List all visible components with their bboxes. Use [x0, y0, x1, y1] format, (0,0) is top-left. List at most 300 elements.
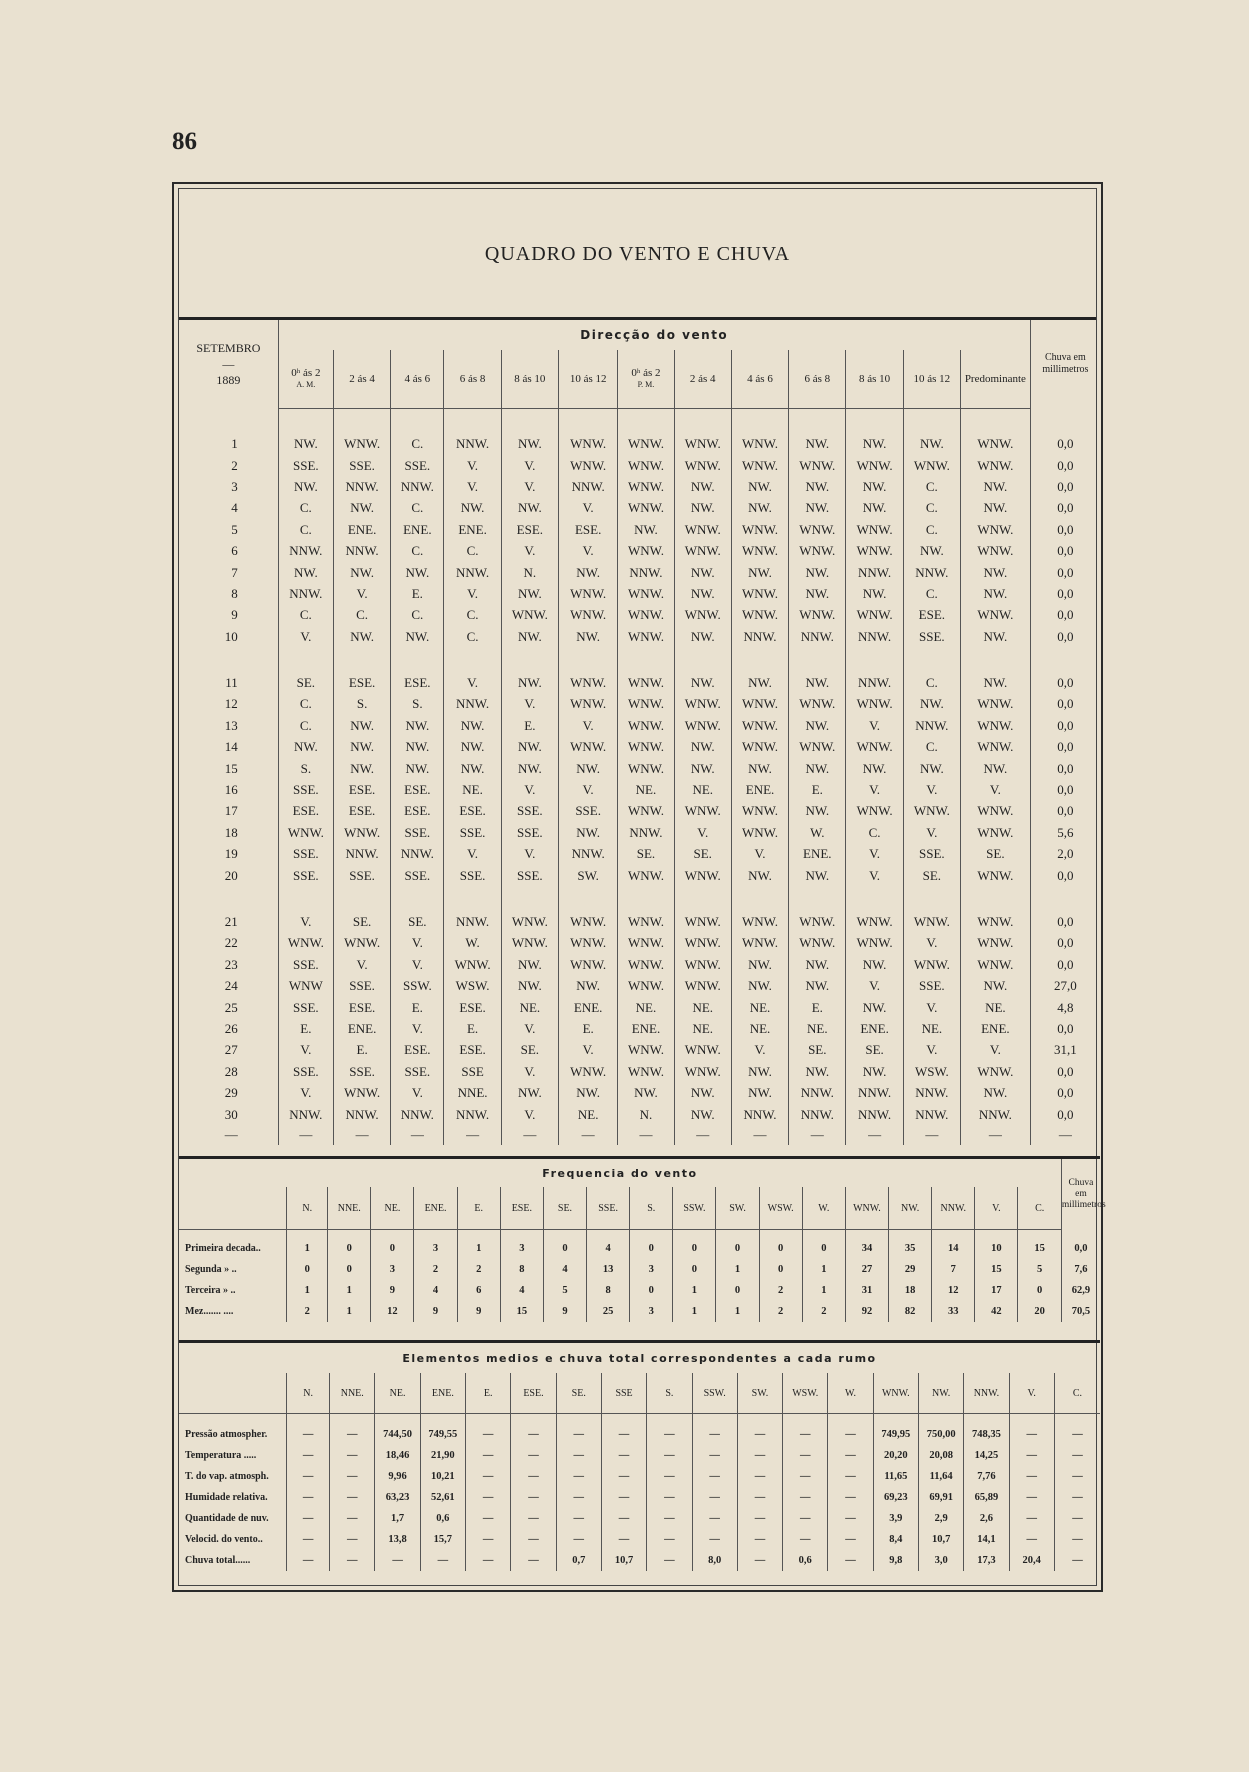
wind-cell: WNW. — [618, 911, 674, 932]
wind-cell: NW. — [674, 672, 731, 693]
frequency-rain-header: Chuva em millimetros — [1061, 1158, 1100, 1230]
wind-cell: NW. — [789, 476, 846, 497]
wind-cell: C. — [903, 737, 960, 758]
elements-column-header: V. — [1009, 1373, 1054, 1414]
direction-column-header — [846, 350, 903, 409]
gap-cell — [961, 647, 1031, 672]
element-cell: 14,25 — [964, 1445, 1009, 1466]
frequency-cell: 6 — [457, 1280, 500, 1301]
gap-cell — [391, 647, 444, 672]
wind-cell: C. — [903, 476, 960, 497]
wind-cell: NE. — [789, 1018, 846, 1039]
wind-cell: NNW. — [559, 476, 618, 497]
gap-cell — [559, 886, 618, 911]
day-cell: 13 — [179, 715, 278, 736]
row-label: Temperatura ..... — [179, 1445, 287, 1466]
row-label: T. do vap. atmosph. — [179, 1466, 287, 1487]
gap-cell — [278, 886, 333, 911]
gap-cell — [501, 409, 558, 434]
gap-cell — [333, 409, 390, 434]
table-row — [179, 801, 1100, 822]
dash-cell: — — [501, 1125, 558, 1145]
element-cell: — — [828, 1529, 873, 1550]
element-cell: — — [287, 1550, 330, 1571]
wind-cell: SSE. — [278, 844, 333, 865]
frequency-cell: 0 — [673, 1238, 716, 1259]
table-row — [179, 997, 1100, 1018]
wind-cell: NW. — [674, 1082, 731, 1103]
table-row — [179, 822, 1100, 843]
element-cell: — — [511, 1550, 556, 1571]
wind-cell: N. — [618, 1104, 674, 1125]
elements-column-header: NNE. — [330, 1373, 375, 1414]
wind-cell: NW. — [333, 626, 390, 647]
wind-cell: NE. — [961, 997, 1031, 1018]
wind-cell: V. — [731, 844, 788, 865]
rain-cell: 5,6 — [1030, 822, 1100, 843]
wind-cell: WNW. — [731, 933, 788, 954]
wind-cell: WNW. — [789, 737, 846, 758]
wind-cell: C. — [391, 605, 444, 626]
wind-cell: WNW. — [618, 605, 674, 626]
gap-cell — [961, 886, 1031, 911]
frequency-cell: 34 — [845, 1238, 888, 1259]
wind-cell: NW. — [391, 715, 444, 736]
wind-cell: NNW. — [444, 694, 501, 715]
wind-cell: NW. — [559, 975, 618, 996]
wind-cell: NW. — [501, 737, 558, 758]
frequency-cell: 5 — [1018, 1259, 1061, 1280]
wind-cell: V. — [559, 540, 618, 561]
rain-cell: 0,0 — [1030, 801, 1100, 822]
spacer-cell — [1061, 1230, 1100, 1238]
wind-cell: NW. — [846, 434, 903, 455]
wind-cell: WNW. — [846, 911, 903, 932]
page-number: 86 — [172, 128, 197, 155]
wind-cell: SSE. — [391, 865, 444, 886]
element-cell: — — [601, 1529, 646, 1550]
element-cell: — — [737, 1487, 782, 1508]
wind-cell: NW. — [501, 672, 558, 693]
elements-column-header: SE. — [556, 1373, 601, 1414]
element-cell: 3,0 — [918, 1550, 963, 1571]
spacer-cell — [330, 1414, 375, 1424]
rain-cell: 0,0 — [1030, 519, 1100, 540]
wind-cell: NW. — [846, 1061, 903, 1082]
element-cell: — — [556, 1487, 601, 1508]
wind-cell: NW. — [789, 954, 846, 975]
rain-cell: 0,0 — [1030, 1061, 1100, 1082]
wind-cell: NW. — [333, 715, 390, 736]
wind-cell: C. — [444, 626, 501, 647]
wind-cell: NNW. — [618, 822, 674, 843]
wind-cell: NW. — [789, 715, 846, 736]
wind-cell: SSE. — [278, 997, 333, 1018]
element-cell: — — [466, 1529, 511, 1550]
element-cell: 69,23 — [873, 1487, 918, 1508]
wind-cell: ENE. — [618, 1018, 674, 1039]
element-cell: — — [1054, 1508, 1100, 1529]
element-cell: 10,21 — [420, 1466, 465, 1487]
table-row — [179, 715, 1100, 736]
elements-column-header: NNW. — [964, 1373, 1009, 1414]
elements-column-header: W. — [828, 1373, 873, 1414]
frequency-cell: 1 — [328, 1301, 371, 1322]
wind-cell: WNW. — [618, 434, 674, 455]
spacer-cell — [601, 1414, 646, 1424]
wind-cell: WNW. — [674, 975, 731, 996]
wind-cell: NW. — [789, 498, 846, 519]
element-cell: — — [828, 1508, 873, 1529]
frequency-cell: 3 — [630, 1259, 673, 1280]
direction-column-header — [333, 350, 390, 409]
wind-cell: NW. — [333, 758, 390, 779]
element-cell: — — [287, 1487, 330, 1508]
wind-cell: C. — [391, 498, 444, 519]
wind-cell: WNW. — [731, 694, 788, 715]
wind-cell: NW. — [731, 954, 788, 975]
element-cell: 0,6 — [783, 1550, 828, 1571]
wind-cell: NW. — [333, 498, 390, 519]
wind-cell: NW. — [559, 822, 618, 843]
table-row — [179, 605, 1100, 626]
wind-cell: NW. — [789, 758, 846, 779]
frequency-cell: 2 — [759, 1280, 802, 1301]
frequency-cell: 4 — [587, 1238, 630, 1259]
month-stub — [179, 320, 278, 409]
element-cell: — — [601, 1445, 646, 1466]
wind-cell: WNW. — [961, 822, 1031, 843]
day-cell: 10 — [179, 626, 278, 647]
day-cell: 20 — [179, 865, 278, 886]
day-cell: 24 — [179, 975, 278, 996]
elements-column-header-row — [179, 1373, 1100, 1414]
wind-cell: WNW. — [903, 954, 960, 975]
wind-cell: NNW. — [846, 1104, 903, 1125]
element-cell: 3,9 — [873, 1508, 918, 1529]
element-cell: — — [828, 1550, 873, 1571]
frequency-column-header: SE. — [543, 1187, 586, 1230]
wind-cell: NW. — [391, 758, 444, 779]
table-row — [179, 1466, 1100, 1487]
column-label: Predominante — [964, 373, 1026, 385]
frequency-cell: 1 — [287, 1238, 328, 1259]
wind-cell: WNW. — [961, 933, 1031, 954]
wind-cell: NW. — [903, 434, 960, 455]
wind-cell: WNW. — [674, 865, 731, 886]
frequency-cell: 0 — [716, 1238, 759, 1259]
frequency-cell: 42 — [975, 1301, 1018, 1322]
wind-cell: WNW. — [846, 605, 903, 626]
spacer-cell — [420, 1414, 465, 1424]
frequency-cell: 1 — [457, 1238, 500, 1259]
wind-cell: NW. — [846, 498, 903, 519]
gap-cell — [846, 886, 903, 911]
table-row — [179, 1301, 1100, 1322]
gap-cell — [1030, 647, 1100, 672]
column-label: 10 ás 12 — [569, 373, 607, 385]
wind-cell: ESE. — [903, 605, 960, 626]
wind-cell: WNW. — [333, 1082, 390, 1103]
wind-cell: WNW. — [961, 434, 1031, 455]
wind-cell: NE. — [501, 997, 558, 1018]
wind-cell: WNW. — [618, 737, 674, 758]
table-row — [179, 1259, 1100, 1280]
rain-cell: 62,9 — [1061, 1280, 1100, 1301]
element-cell: — — [647, 1550, 692, 1571]
wind-cell: WNW. — [559, 455, 618, 476]
table-row — [179, 1238, 1100, 1259]
frequency-cell: 15 — [975, 1259, 1018, 1280]
wind-cell: NW. — [789, 434, 846, 455]
frequency-cell: 2 — [414, 1259, 457, 1280]
dash-cell: — — [618, 1125, 674, 1145]
wind-cell: V. — [559, 715, 618, 736]
wind-cell: SSE. — [391, 822, 444, 843]
wind-cell: NW. — [559, 626, 618, 647]
table-row — [179, 844, 1100, 865]
table-row — [179, 583, 1100, 604]
wind-cell: WNW. — [618, 1040, 674, 1061]
table-row — [179, 1040, 1100, 1061]
wind-cell: WNW. — [961, 715, 1031, 736]
title-box — [179, 189, 1096, 320]
wind-cell: WNW. — [674, 933, 731, 954]
frequency-cell: 0 — [630, 1280, 673, 1301]
wind-cell: NW. — [846, 954, 903, 975]
wind-cell: WNW. — [674, 1040, 731, 1061]
spacer-cell — [1054, 1414, 1100, 1424]
elements-column-header: NW. — [918, 1373, 963, 1414]
frequency-cell: 35 — [889, 1238, 932, 1259]
day-cell: 18 — [179, 822, 278, 843]
wind-cell: C. — [278, 498, 333, 519]
wind-cell: ESE. — [333, 997, 390, 1018]
element-cell: — — [1009, 1508, 1054, 1529]
wind-cell: ENE. — [444, 519, 501, 540]
frequency-column-header: E. — [457, 1187, 500, 1230]
wind-cell: NW. — [789, 583, 846, 604]
table-row — [179, 672, 1100, 693]
element-cell: 20,4 — [1009, 1550, 1054, 1571]
wind-cell: V. — [559, 498, 618, 519]
wind-cell: WNW. — [618, 933, 674, 954]
rain-cell: 31,1 — [1030, 1040, 1100, 1061]
wind-cell: WNW. — [846, 801, 903, 822]
spacer-cell — [716, 1230, 759, 1238]
frequency-cell: 8 — [587, 1280, 630, 1301]
wind-cell: NNE. — [444, 1082, 501, 1103]
frequency-cell: 1 — [802, 1280, 845, 1301]
rain-cell: 27,0 — [1030, 975, 1100, 996]
wind-cell: C. — [903, 519, 960, 540]
wind-cell: NW. — [391, 562, 444, 583]
day-cell: 16 — [179, 779, 278, 800]
frequency-column-header: WSW. — [759, 1187, 802, 1230]
wind-cell: ESE. — [391, 801, 444, 822]
element-cell: — — [556, 1466, 601, 1487]
rain-cell: 0,0 — [1030, 715, 1100, 736]
frequency-column-header: V. — [975, 1187, 1018, 1230]
wind-cell: S. — [391, 694, 444, 715]
frequency-cell: 0 — [759, 1259, 802, 1280]
wind-cell: NW. — [559, 562, 618, 583]
wind-cell: WNW. — [333, 822, 390, 843]
frequency-cell: 1 — [287, 1280, 328, 1301]
element-cell: — — [783, 1445, 828, 1466]
rain-cell: 0,0 — [1030, 626, 1100, 647]
frequency-cell: 3 — [414, 1238, 457, 1259]
table-row — [179, 737, 1100, 758]
wind-cell: NNW. — [789, 1082, 846, 1103]
gap-cell — [789, 409, 846, 434]
direction-column-header-row — [179, 350, 1100, 409]
element-cell: — — [466, 1508, 511, 1529]
frequency-column-header: S. — [630, 1187, 673, 1230]
gap-cell — [789, 647, 846, 672]
wind-cell: SSE. — [501, 865, 558, 886]
wind-cell: E. — [391, 583, 444, 604]
wind-cell: NNW. — [391, 1104, 444, 1125]
frequency-cell: 1 — [328, 1280, 371, 1301]
rain-cell: 0,0 — [1030, 455, 1100, 476]
gap-cell — [1030, 886, 1100, 911]
day-cell: 14 — [179, 737, 278, 758]
table-row — [179, 626, 1100, 647]
wind-cell: W. — [789, 822, 846, 843]
wind-cell: V. — [444, 455, 501, 476]
frequency-cell: 2 — [457, 1259, 500, 1280]
wind-cell: NW. — [444, 498, 501, 519]
wind-cell: WNW. — [731, 455, 788, 476]
spacer-cell — [556, 1414, 601, 1424]
wind-cell: WNW. — [961, 540, 1031, 561]
wind-cell: V. — [501, 1061, 558, 1082]
day-cell: 15 — [179, 758, 278, 779]
wind-cell: C. — [903, 498, 960, 519]
dash-cell: — — [391, 1125, 444, 1145]
wind-cell: NNW. — [278, 1104, 333, 1125]
wind-cell: NNW. — [903, 1082, 960, 1103]
frequency-cell: 1 — [802, 1259, 845, 1280]
gap-cell — [559, 409, 618, 434]
element-cell: 18,46 — [375, 1445, 420, 1466]
wind-cell: V. — [444, 844, 501, 865]
row-label: Mez....... .... — [179, 1301, 287, 1322]
wind-cell: WNW. — [559, 694, 618, 715]
element-cell: — — [692, 1487, 737, 1508]
wind-cell: WNW. — [789, 455, 846, 476]
elements-stub-header — [179, 1373, 287, 1414]
gap-cell — [278, 647, 333, 672]
wind-cell: NW. — [731, 1061, 788, 1082]
element-cell: — — [601, 1466, 646, 1487]
gap-cell — [731, 886, 788, 911]
element-cell: — — [287, 1466, 330, 1487]
wind-cell: SSE. — [444, 865, 501, 886]
wind-cell: NW. — [961, 498, 1031, 519]
wind-cell: SSE. — [333, 975, 390, 996]
rain-cell: 0,0 — [1030, 583, 1100, 604]
wind-cell: ESE. — [333, 672, 390, 693]
element-cell: — — [556, 1445, 601, 1466]
elements-column-header: SW. — [737, 1373, 782, 1414]
wind-cell: NW. — [731, 865, 788, 886]
wind-cell: NW. — [278, 737, 333, 758]
wind-cell: V. — [333, 954, 390, 975]
wind-cell: WNW. — [674, 1061, 731, 1082]
element-cell: — — [1054, 1445, 1100, 1466]
wind-cell: WNW. — [961, 694, 1031, 715]
wind-cell: NW. — [674, 476, 731, 497]
element-cell: 744,50 — [375, 1424, 420, 1445]
wind-cell: V. — [391, 954, 444, 975]
wind-cell: WNW. — [961, 865, 1031, 886]
column-label: 4 ás 6 — [404, 373, 431, 385]
element-cell: — — [466, 1487, 511, 1508]
wind-cell: E. — [789, 779, 846, 800]
wind-cell: C. — [278, 605, 333, 626]
frequency-cell: 9 — [371, 1280, 414, 1301]
wind-cell: WNW. — [961, 801, 1031, 822]
wind-cell: SSE. — [278, 779, 333, 800]
wind-cell: WNW. — [559, 583, 618, 604]
table-row — [179, 562, 1100, 583]
frequency-cell: 17 — [975, 1280, 1018, 1301]
gap-cell — [333, 647, 390, 672]
wind-cell: C. — [391, 540, 444, 561]
day-cell: 4 — [179, 498, 278, 519]
wind-cell: WNW. — [674, 694, 731, 715]
element-cell: — — [783, 1487, 828, 1508]
wind-cell: E. — [391, 997, 444, 1018]
gap-cell — [501, 886, 558, 911]
wind-cell: NW. — [961, 758, 1031, 779]
wind-cell: WNW. — [278, 822, 333, 843]
wind-cell: V. — [278, 911, 333, 932]
wind-cell: V. — [391, 1018, 444, 1039]
wind-cell: V. — [961, 779, 1031, 800]
frequency-cell: 0 — [802, 1238, 845, 1259]
element-cell: 7,76 — [964, 1466, 1009, 1487]
mean-elements-table — [179, 1340, 1100, 1571]
direction-column-header — [961, 350, 1031, 409]
wind-cell: WNW. — [961, 911, 1031, 932]
wind-cell: NW. — [731, 975, 788, 996]
element-cell: — — [647, 1466, 692, 1487]
wind-cell: V. — [278, 1082, 333, 1103]
wind-cell: NW. — [674, 562, 731, 583]
element-cell: — — [287, 1529, 330, 1550]
wind-cell: NW. — [501, 498, 558, 519]
elements-section-title: Elementos medios e chuva total correspondentes a cada rumo — [402, 1351, 877, 1365]
element-cell: 0,7 — [556, 1550, 601, 1571]
frequency-cell: 10 — [975, 1238, 1018, 1259]
gap-cell — [618, 886, 674, 911]
gap-cell — [391, 886, 444, 911]
wind-cell: NNW. — [333, 844, 390, 865]
wind-cell: NE. — [674, 1018, 731, 1039]
column-label: 6 ás 8 — [804, 373, 831, 385]
gap-cell — [179, 409, 278, 434]
wind-cell: SE. — [391, 911, 444, 932]
wind-cell: WNW. — [789, 933, 846, 954]
dash-cell: — — [846, 1125, 903, 1145]
wind-cell: SE. — [618, 844, 674, 865]
wind-cell: SE. — [846, 1040, 903, 1061]
wind-cell: NW. — [731, 672, 788, 693]
wind-cell: V. — [501, 540, 558, 561]
